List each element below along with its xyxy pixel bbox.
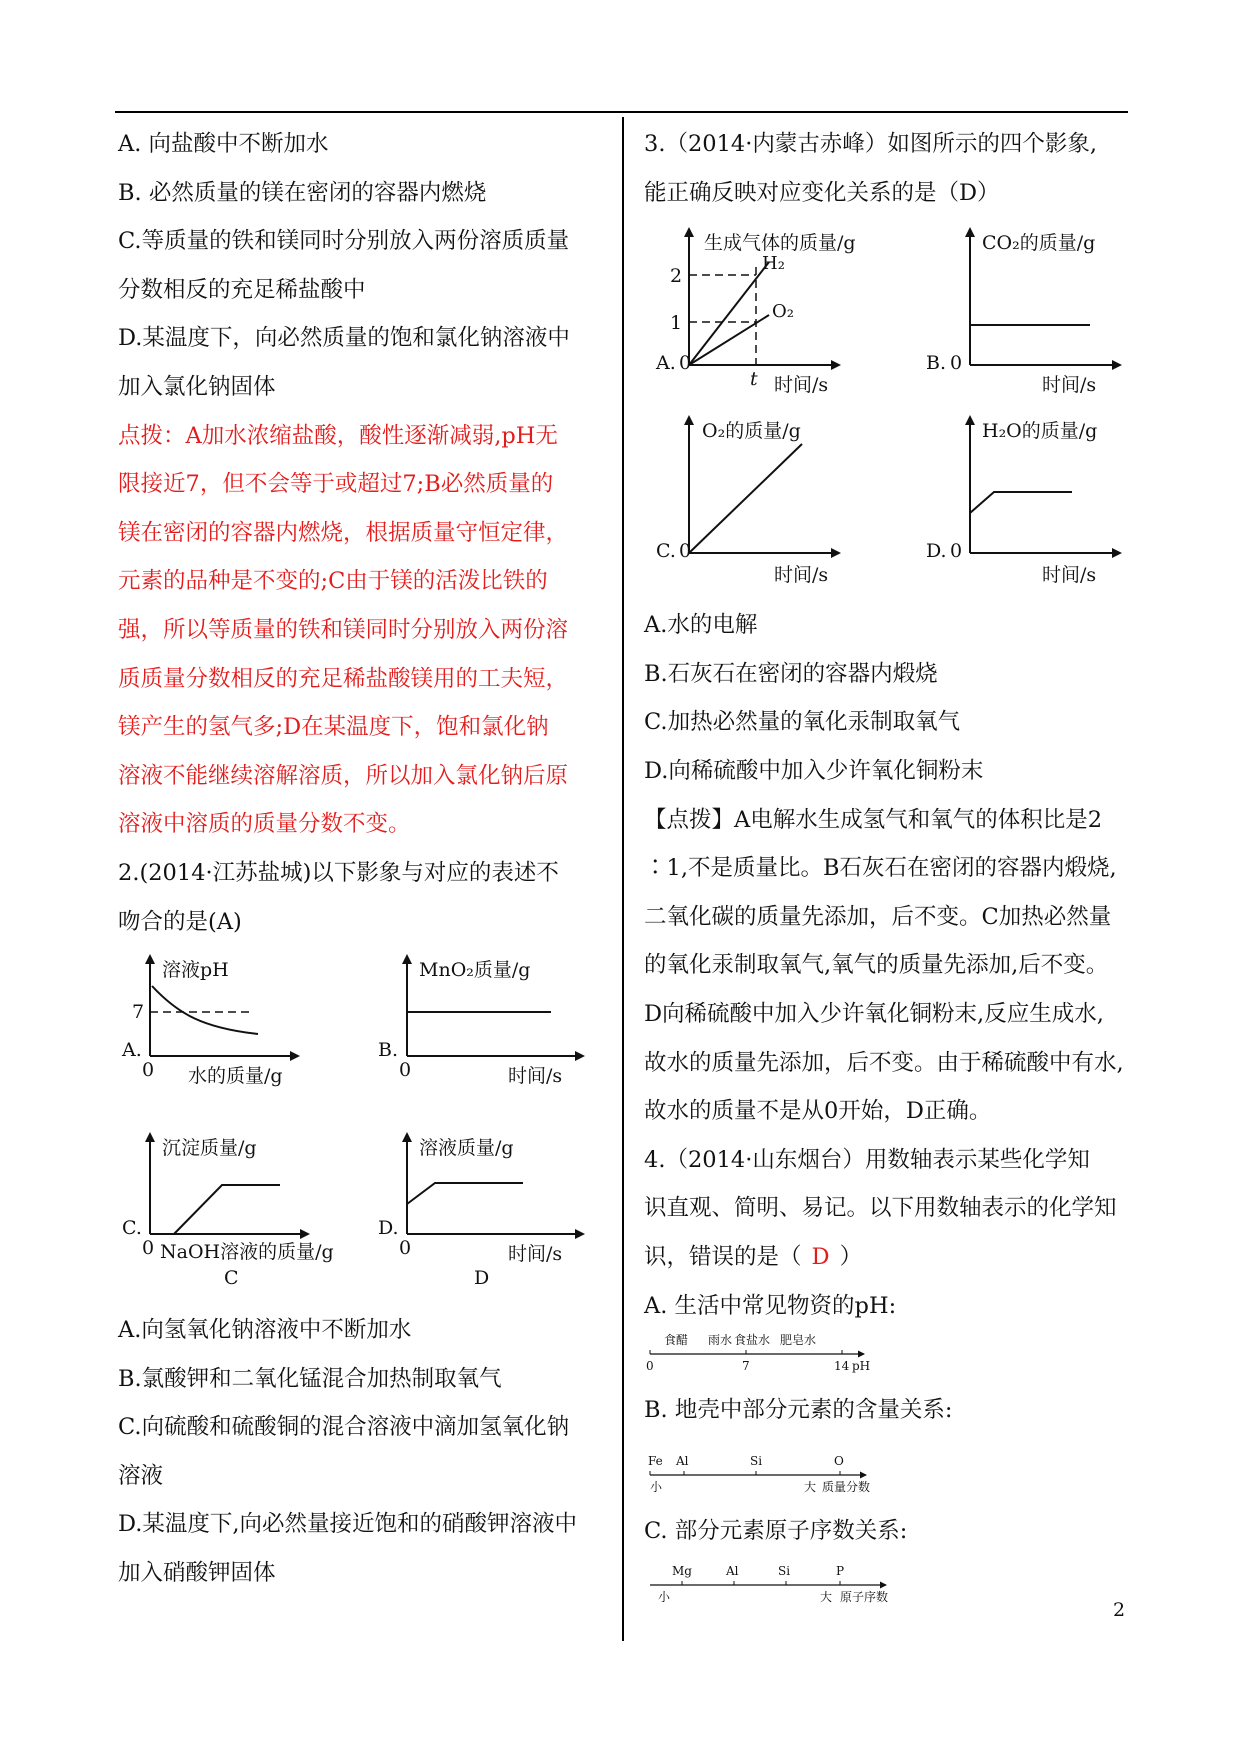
- q3-graphs: [644, 217, 1134, 601]
- q1-hint-line: 镁在密闭的容器内燃烧，根据质量守恒定律，: [118, 519, 569, 546]
- graph-letter: B.: [378, 1039, 399, 1062]
- q2-option: A.向氢氧化钠溶液中不断加水: [118, 1317, 412, 1344]
- q1-hint-line: 质质量分数相反的充足稀盐酸镁用的工夫短，: [118, 665, 569, 692]
- x-axis-label: 时间/s: [1042, 374, 1097, 397]
- graph-letter: D.: [926, 540, 947, 563]
- time-t-label: t: [750, 368, 758, 391]
- solution-mass-line: [407, 1183, 523, 1204]
- q3-graph-d: [926, 417, 1120, 586]
- q2-graph-c: [122, 1134, 334, 1289]
- h2o-mass-line: [970, 492, 1072, 513]
- q2-stem: 吻合的是(A): [118, 908, 242, 935]
- x-axis-label: 时间/s: [774, 374, 829, 397]
- axis-unit: 质量分数: [822, 1479, 871, 1494]
- ph-item: 雨水: [708, 1333, 733, 1348]
- element-item: P: [836, 1564, 845, 1579]
- q3-option: D.向稀硫酸中加入少许氧化铜粉末: [644, 757, 984, 784]
- q1-hint-line: 溶液不能继续溶解溶质，所以加入氯化钠后原: [118, 762, 569, 789]
- q3-figure: [644, 217, 1134, 601]
- q4-c-number-line: [644, 1555, 1134, 1615]
- graph-letter: C.: [656, 540, 676, 563]
- column-divider: [622, 117, 624, 1641]
- q2-stem: 2.(2014·江苏盐城)以下影象与对应的表述不: [118, 859, 559, 886]
- q1-hint-line: 限接近7，但不会等于或超过7;B必然质量的: [118, 471, 554, 498]
- q3-hint-line: 【点拨】A电解水生成氢气和氧气的体积比是2: [644, 806, 1103, 833]
- origin-zero: 0: [950, 352, 963, 375]
- q2-option: 溶液: [118, 1462, 164, 1489]
- header-rule: [115, 111, 1128, 113]
- q1-hint-line: 溶液中溶质的质量分数不变。: [118, 811, 411, 838]
- q3-hint-line: 二氧化碳的质量先添加，后不变。C加热必然量: [644, 903, 1112, 930]
- y-axis-label: O₂的质量/g: [702, 420, 801, 443]
- q1-hint-line: 镁产生的氢气多;D在某温度下，饱和氯化钠: [118, 714, 549, 741]
- q2-figure: [118, 946, 618, 1306]
- x-axis-label: 时间/s: [774, 564, 829, 587]
- h2-label: H₂: [762, 253, 785, 275]
- q3-option: B.石灰石在密闭的容器内煅烧: [644, 660, 938, 687]
- q4-stem-last: [644, 1233, 1134, 1282]
- element-item: Fe: [648, 1453, 663, 1468]
- x-axis-label: 水的质量/g: [188, 1065, 283, 1088]
- q1-option: 加入氯化钠固体: [118, 373, 276, 400]
- graph-letter: A.: [656, 352, 676, 375]
- axis-big: 大: [804, 1479, 817, 1494]
- origin-zero: 0: [399, 1237, 412, 1260]
- tick-1: 1: [670, 312, 683, 335]
- q3-hint-line: 的氧化汞制取氧气,氧气的质量先添加,后不变。: [644, 952, 1109, 979]
- tick-7: 7: [132, 1001, 145, 1024]
- q1-option: B. 必然质量的镁在密闭的容器内燃烧: [118, 179, 487, 206]
- ph-zero: 0: [646, 1359, 654, 1374]
- ph-item: 肥皂水: [780, 1333, 817, 1348]
- q3-option: C.加热必然量的氧化汞制取氧气: [644, 709, 961, 736]
- axis-small: 小: [658, 1590, 671, 1605]
- q1-hint-line: 元素的品种是不变的;C由于镁的活泼比铁的: [118, 568, 548, 595]
- y-axis-label: MnO₂质量/g: [419, 959, 531, 982]
- q1-hint-line: 点拨：A加水浓缩盐酸，酸性逐渐减弱,pH无: [118, 422, 558, 449]
- q3-hint-line: 故水的质量先添加，后不变。由于稀硫酸中有水,: [644, 1049, 1124, 1076]
- origin-zero: 0: [399, 1059, 412, 1082]
- q3-hint-line: ∶1,不是质量比。B石灰石在密闭的容器内煅烧,: [644, 855, 1117, 882]
- q2-graph-a: [121, 956, 298, 1087]
- ph-axis: [644, 1330, 944, 1386]
- o2-label: O₂: [772, 301, 794, 323]
- origin-zero: 0: [142, 1237, 155, 1260]
- q4-stem-suffix: ）: [839, 1243, 863, 1270]
- q2-option: D.某温度下,向必然量接近饱和的硝酸钾溶液中: [118, 1511, 578, 1538]
- h2-line: [689, 262, 769, 365]
- ph-unit: pH: [852, 1359, 871, 1374]
- element-item: Si: [750, 1453, 763, 1468]
- q4-stem-prefix: 识，错误的是（: [644, 1243, 802, 1270]
- element-item: Al: [726, 1564, 739, 1579]
- y-axis-label: 生成气体的质量/g: [704, 232, 856, 255]
- q2-graphs: [118, 946, 618, 1306]
- q2-option: 加入硝酸钾固体: [118, 1560, 276, 1587]
- o2-mass-line: [689, 444, 802, 553]
- q4-stem: 4.（2014·山东烟台）用数轴表示某些化学知: [644, 1146, 1090, 1173]
- left-column: [118, 120, 618, 1598]
- y-axis-label: CO₂的质量/g: [982, 232, 1096, 255]
- mass-fraction-axis: [644, 1435, 944, 1507]
- q3-graph-a: [655, 229, 856, 396]
- graph-letter: A.: [122, 1039, 142, 1062]
- q1-option: A. 向盐酸中不断加水: [118, 131, 329, 157]
- q4-stem: 识直观、简明、易记。以下用数轴表示的化学知: [644, 1195, 1117, 1222]
- page-number: 2: [1113, 1599, 1126, 1621]
- q2-option: B.氯酸钾和二氧化锰混合加热制取氧气: [118, 1365, 502, 1392]
- q1-option: D.某温度下，向必然质量的饱和氯化钠溶液中: [118, 325, 570, 352]
- axis-unit: 原子序数: [840, 1590, 889, 1605]
- element-item: Si: [778, 1564, 791, 1579]
- q1-option: 分数相反的充足稀盐酸中: [118, 276, 366, 303]
- y-axis-label: 溶液质量/g: [419, 1137, 514, 1160]
- precipitate-line: [174, 1185, 280, 1234]
- y-axis-label: H₂O的质量/g: [982, 420, 1098, 443]
- ph-item: 食醋: [664, 1333, 689, 1348]
- ph-item: 食盐水: [734, 1333, 771, 1348]
- q1-option: C.等质量的铁和镁同时分别放入两份溶质质量: [118, 228, 570, 255]
- graph-letter: C.: [122, 1217, 142, 1240]
- y-axis-label: 沉淀质量/g: [162, 1137, 257, 1160]
- y-axis-label: 溶液pH: [162, 959, 229, 982]
- q4-b-number-line: [644, 1435, 1134, 1507]
- q3-hint-line: D向稀硫酸中加入少许氧化铜粉末,反应生成水,: [644, 1000, 1104, 1027]
- right-column: [644, 120, 1134, 1615]
- ph-fourteen: 14: [834, 1359, 850, 1374]
- x-axis-label: 时间/s: [508, 1243, 563, 1266]
- q4-option-c: C. 部分元素原子序数关系:: [644, 1517, 908, 1544]
- origin-zero: 0: [679, 352, 692, 375]
- q3-stem: 3.（2014·内蒙古赤峰）如图所示的四个影象,: [644, 131, 1098, 157]
- tick-2: 2: [670, 265, 683, 288]
- element-item: Mg: [672, 1564, 692, 1579]
- graph-caption: C: [224, 1267, 239, 1290]
- x-axis-label: 时间/s: [1042, 564, 1097, 587]
- q1-hint-line: 强，所以等质量的铁和镁同时分别放入两份溶: [118, 616, 569, 643]
- atomic-number-axis: [644, 1555, 944, 1615]
- axis-small: 小: [650, 1479, 663, 1494]
- graph-letter: D.: [378, 1217, 399, 1240]
- element-item: O: [834, 1453, 844, 1468]
- origin-zero: 0: [679, 540, 692, 563]
- q3-graph-b: [926, 229, 1120, 396]
- q3-stem: 能正确反映对应变化关系的是（D）: [644, 179, 1000, 206]
- x-axis-label: NaOH溶液的质量/g: [160, 1241, 334, 1264]
- q3-option: A.水的电解: [644, 612, 758, 639]
- q4-a-number-line: [644, 1330, 1134, 1386]
- q3-hint-line: 故水的质量不是从0开始，D正确。: [644, 1098, 992, 1125]
- q2-option: C.向硫酸和硫酸铜的混合溶液中滴加氢氧化钠: [118, 1414, 570, 1441]
- graph-letter: B.: [926, 352, 947, 375]
- origin-zero: 0: [142, 1059, 155, 1082]
- origin-zero: 0: [950, 540, 963, 563]
- q2-graph-d: [378, 1134, 583, 1289]
- element-item: Al: [676, 1453, 689, 1468]
- graph-caption: D: [474, 1267, 490, 1290]
- q2-graph-b: [378, 956, 583, 1087]
- x-axis-label: 时间/s: [508, 1065, 563, 1088]
- ph-curve: [152, 986, 258, 1034]
- q3-graph-c: [656, 417, 839, 586]
- q4-answer: D: [811, 1243, 830, 1270]
- q4-option-a: A. 生活中常见物资的pH:: [644, 1292, 897, 1319]
- axis-big: 大: [820, 1590, 833, 1605]
- q4-option-b: B. 地壳中部分元素的含量关系:: [644, 1397, 953, 1424]
- ph-seven: 7: [742, 1359, 750, 1374]
